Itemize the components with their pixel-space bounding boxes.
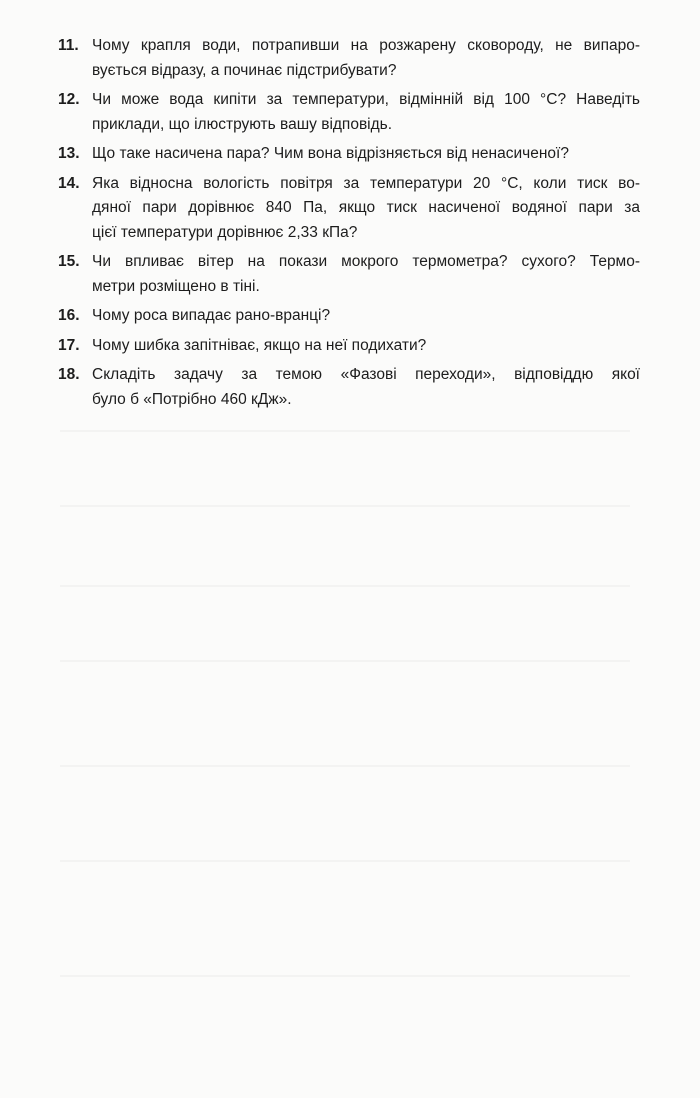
bleed-through-mark <box>60 975 630 977</box>
question-number: 14. <box>58 174 80 192</box>
question-line: Складіть задачу за темою «Фазові переходи», відповіддю якої <box>92 366 640 383</box>
question-line: Яка відносна вологість повітря за температури 20 °С, коли тиск во- <box>92 174 640 192</box>
question-text <box>92 88 640 137</box>
bleed-through-mark <box>60 585 630 587</box>
question-line: цієї температури дорівнює 2,33 кПа? <box>92 223 358 241</box>
question-line: Чи може вода кипіти за температури, відмінній від 100 °С? Наведіть <box>92 91 640 108</box>
bleed-through-mark <box>60 860 630 862</box>
question-item <box>58 88 640 137</box>
question-line: Чому шибка запітніває, якщо на неї подихати? <box>92 336 427 354</box>
question-line: Чому крапля води, потрапивши на розжарену сковороду, не випаро- <box>92 37 640 54</box>
question-item <box>58 304 640 329</box>
question-text <box>92 363 640 412</box>
question-line: Чому роса випадає рано-вранці? <box>92 307 331 324</box>
bleed-through-mark <box>60 765 630 767</box>
question-item <box>58 34 640 83</box>
question-number: 16. <box>58 307 80 324</box>
question-line: Чи впливає вітер на покази мокрого термометра? сухого? Термо- <box>92 253 640 270</box>
bleed-through-mark <box>60 430 630 432</box>
bleed-through-mark <box>60 660 630 662</box>
question-number: 11. <box>58 37 79 54</box>
question-number: 17. <box>58 336 80 354</box>
question-line: було б «Потрібно 460 кДж». <box>92 390 292 408</box>
bleed-through-mark <box>60 505 630 507</box>
question-line: дяної пари дорівнює 840 Па, якщо тиск насиченої водяної пари за <box>92 199 640 216</box>
question-item <box>58 363 640 412</box>
question-text <box>92 172 640 246</box>
question-item <box>58 334 640 359</box>
question-line: метри розміщено в тіні. <box>92 277 260 295</box>
question-number: 12. <box>58 91 80 108</box>
question-line: вується відразу, а починає підстрибувати? <box>92 61 397 79</box>
question-text <box>92 334 640 359</box>
question-line: Що таке насичена пара? Чим вона відрізняється від ненасиченої? <box>92 145 569 162</box>
question-number: 15. <box>58 253 80 270</box>
question-text <box>92 304 640 329</box>
question-text <box>92 250 640 299</box>
question-number: 18. <box>58 366 80 383</box>
question-text <box>92 142 640 167</box>
question-number: 13. <box>58 145 80 162</box>
question-list <box>58 34 640 417</box>
question-item <box>58 250 640 299</box>
question-text <box>92 34 640 83</box>
question-item <box>58 172 640 246</box>
question-item <box>58 142 640 167</box>
question-line: приклади, що ілюструють вашу відповідь. <box>92 115 393 133</box>
